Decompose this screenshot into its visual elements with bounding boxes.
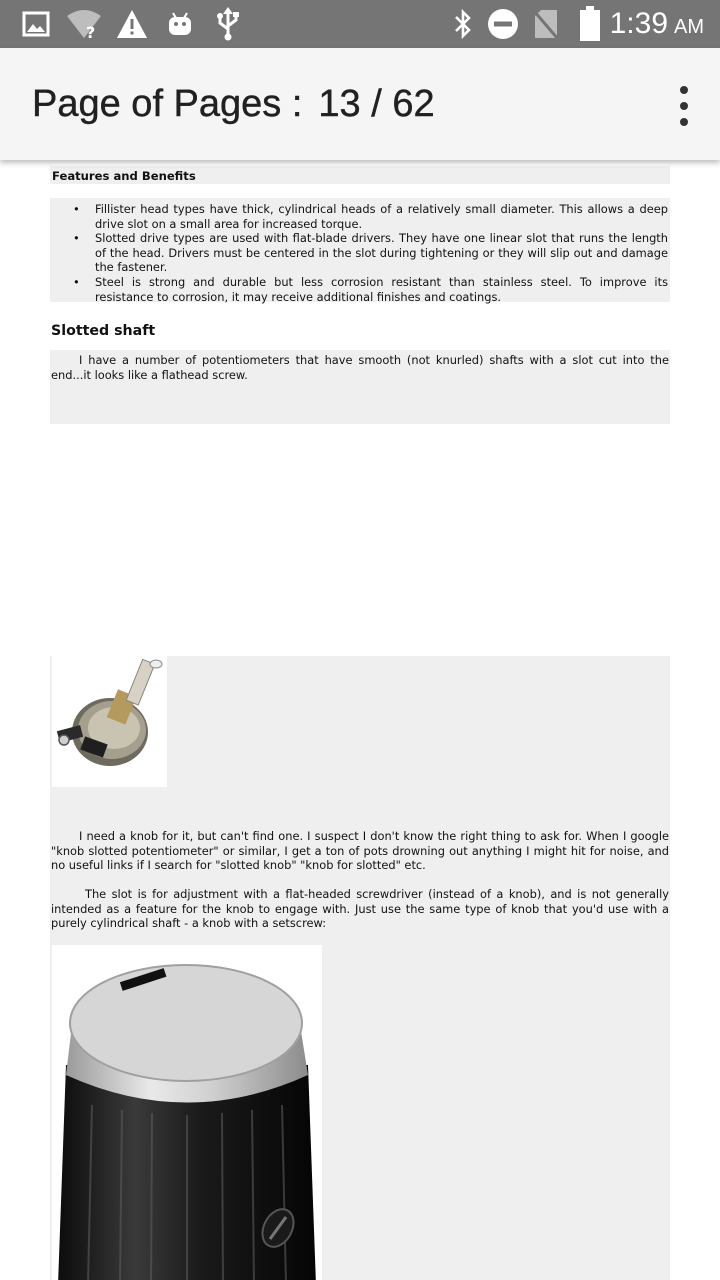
list-item: • Fillister head types have thick, cylindrical heads of a relatively small diameter. This allows a deep drive slot on a small area for increased torque. [73, 202, 668, 231]
app-bar [0, 48, 720, 160]
answer-paragraph-1: I need a knob for it, but can't find one. I suspect I don't know the right thing to ask for. When I google "knob slotted potentiometer" or similar, I get a ton of pots drowning out anything I might hit for noise, and no useful links if I search for "slotted knob" "knob for slotted" etc. [51, 829, 669, 873]
usb-icon [212, 0, 244, 48]
clock: 1:39 AM [609, 7, 704, 40]
status-bar [0, 0, 720, 48]
battery-icon [576, 0, 604, 48]
bluetooth-icon [448, 0, 478, 48]
potentiometer-image [52, 656, 167, 787]
list-item: • Steel is strong and durable but less corrosion resistant than stainless steel. To improve its resistance to corrosion, it may receive additional finishes and coatings. [73, 274, 668, 304]
features-heading: Features and Benefits [52, 169, 196, 183]
page-title [32, 48, 435, 160]
svg-text:?: ? [86, 23, 96, 40]
overflow-menu-icon[interactable] [676, 86, 692, 126]
page-indicator: 13 / 62 [318, 83, 435, 125]
page-title-label: Page of Pages : [32, 83, 303, 125]
do-not-disturb-icon [486, 0, 520, 48]
wifi-question-icon [64, 0, 104, 48]
answer-paragraph-2: The slot is for adjustment with a flat-headed screwdriver (instead of a knob), and is not generally intended as a feature for the knob to engage with. Just use the same type of knob that you'd use with a purely cylindrical shaft - a knob with a setscrew: [51, 887, 669, 931]
document-page[interactable] [0, 160, 720, 1280]
android-icon [164, 0, 196, 48]
question-paragraph: I have a number of potentiometers that have smooth (not knurled) shafts with a slot cut into the end...it looks like a flathead screw. [51, 353, 669, 382]
no-sim-icon [530, 0, 562, 48]
list-item: • Slotted drive types are used with flat-blade drivers. They have one linear slot that runs the length of the head. Drivers must be centered in the slot during tightening or they will slip out and damage the fastener. [73, 231, 668, 275]
image-icon [20, 0, 52, 48]
features-list [73, 202, 668, 304]
knob-image [52, 945, 322, 1280]
slotted-shaft-heading: Slotted shaft [51, 323, 156, 339]
warning-icon [114, 0, 150, 48]
